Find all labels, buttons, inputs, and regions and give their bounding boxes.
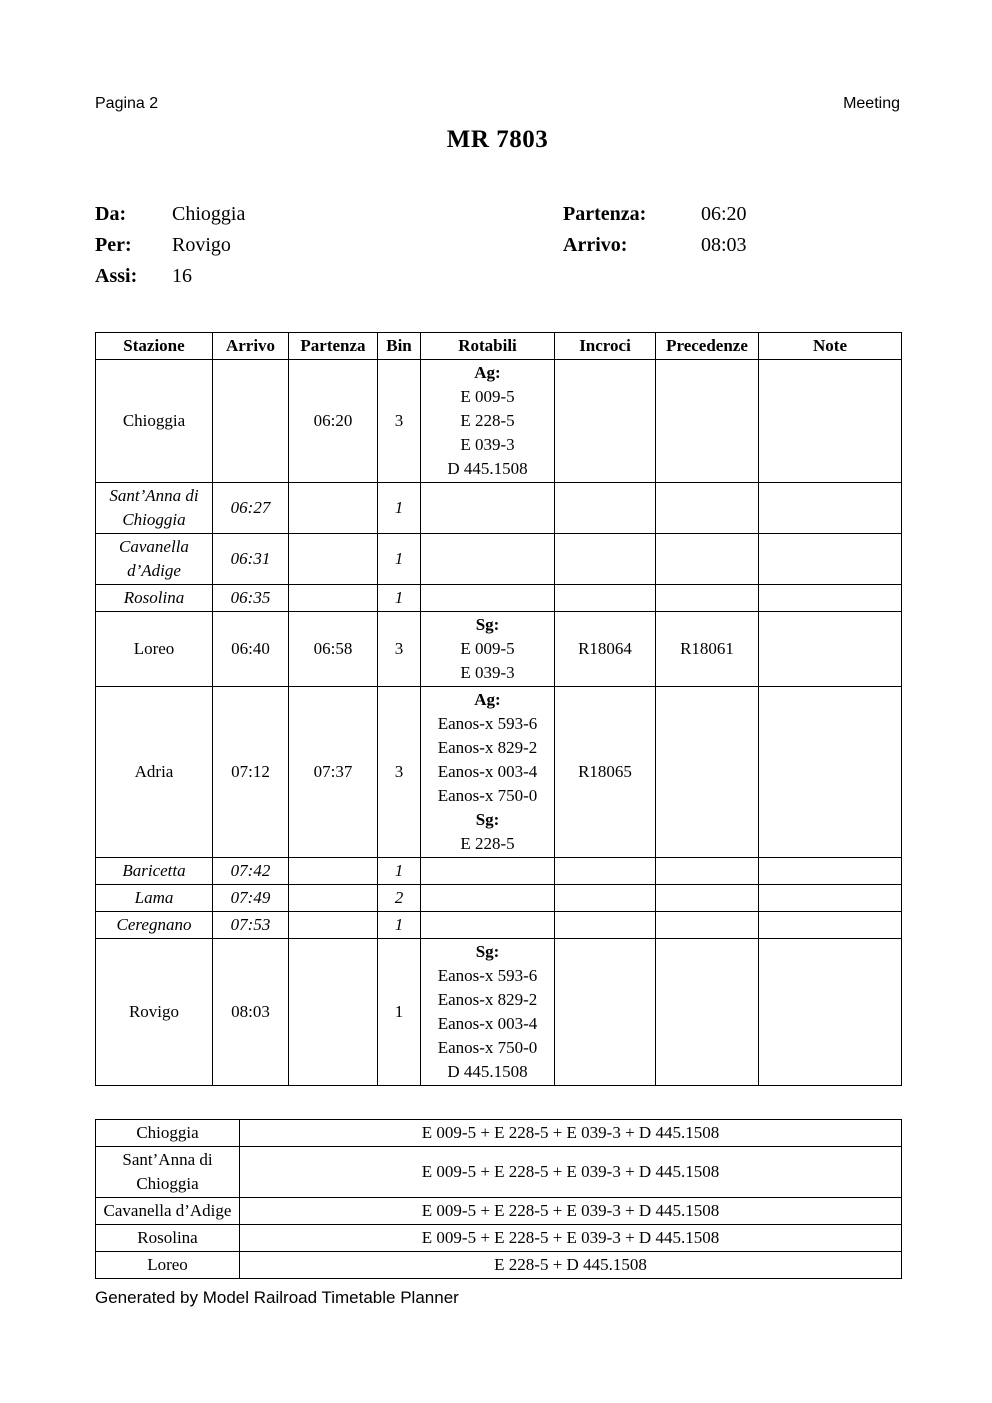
cell-stazione: Cavanella d’Adige — [96, 534, 213, 585]
cell-rotabili — [421, 858, 555, 885]
consist-station: Sant’Anna di Chioggia — [96, 1147, 240, 1198]
consist-composition: E 009-5 + E 228-5 + E 039-3 + D 445.1508 — [240, 1225, 902, 1252]
cell-bin: 3 — [378, 360, 421, 483]
cell-bin: 3 — [378, 687, 421, 858]
generator-credit: Generated by Model Railroad Timetable Planner — [95, 1288, 459, 1307]
cell-partenza: 06:58 — [289, 612, 378, 687]
cell-note — [759, 858, 902, 885]
cell-precedenze — [656, 912, 759, 939]
consist-station: Chioggia — [96, 1120, 240, 1147]
timetable-row — [96, 858, 902, 885]
consist-row — [96, 1120, 902, 1147]
timetable-row — [96, 585, 902, 612]
cell-note — [759, 483, 902, 534]
consist-station: Loreo — [96, 1252, 240, 1279]
timetable — [95, 332, 902, 1086]
rotabili-item: E 039-3 — [460, 663, 515, 682]
rotabili-group-label: Sg: — [475, 810, 500, 829]
cell-incroci — [555, 885, 656, 912]
da-label: Da: — [95, 203, 127, 225]
cell-bin: 2 — [378, 885, 421, 912]
cell-stazione: Loreo — [96, 612, 213, 687]
cell-incroci: R18065 — [555, 687, 656, 858]
info-row-partenza — [563, 199, 747, 230]
rotabili-item: E 009-5 — [460, 387, 515, 406]
cell-arrivo: 07:42 — [213, 858, 289, 885]
cell-partenza — [289, 939, 378, 1086]
train-info-block — [95, 199, 900, 292]
page-title: MR 7803 — [446, 126, 549, 153]
cell-note — [759, 885, 902, 912]
cell-arrivo: 06:35 — [213, 585, 289, 612]
cell-note — [759, 612, 902, 687]
rotabili-item: Eanos-x 750-0 — [437, 1038, 538, 1057]
train-info-right — [563, 199, 747, 292]
cell-rotabili — [421, 612, 555, 687]
cell-note — [759, 939, 902, 1086]
consists-body — [96, 1120, 902, 1279]
cell-note — [759, 912, 902, 939]
cell-precedenze — [656, 885, 759, 912]
per-value: Rovigo — [172, 234, 231, 256]
rotabili-item: Eanos-x 829-2 — [437, 738, 538, 757]
cell-partenza — [289, 534, 378, 585]
cell-rotabili — [421, 585, 555, 612]
cell-incroci — [555, 585, 656, 612]
info-row-per — [95, 230, 563, 261]
info-row-assi — [95, 261, 563, 292]
cell-arrivo: 07:49 — [213, 885, 289, 912]
cell-stazione: Chioggia — [96, 360, 213, 483]
cell-stazione: Adria — [96, 687, 213, 858]
cell-incroci — [555, 858, 656, 885]
cell-bin: 1 — [378, 534, 421, 585]
partenza-value: 06:20 — [701, 203, 747, 225]
cell-incroci — [555, 483, 656, 534]
column-header-rotabili: Rotabili — [421, 333, 555, 360]
cell-arrivo: 06:27 — [213, 483, 289, 534]
rotabili-item: D 445.1508 — [447, 459, 528, 478]
cell-rotabili — [421, 912, 555, 939]
rotabili-group-label: Ag: — [474, 690, 501, 709]
page-header — [95, 94, 900, 113]
cell-stazione: Baricetta — [96, 858, 213, 885]
cell-precedenze — [656, 483, 759, 534]
cell-arrivo: 06:31 — [213, 534, 289, 585]
rotabili-item: Eanos-x 829-2 — [437, 990, 538, 1009]
rotabili-group-label: Sg: — [475, 942, 500, 961]
assi-label: Assi: — [95, 265, 138, 287]
cell-arrivo: 06:40 — [213, 612, 289, 687]
cell-bin: 1 — [378, 912, 421, 939]
page-number: Pagina 2 — [95, 95, 159, 112]
cell-rotabili — [421, 360, 555, 483]
consist-row — [96, 1198, 902, 1225]
cell-rotabili — [421, 885, 555, 912]
cell-incroci: R18064 — [555, 612, 656, 687]
arrivo-value: 08:03 — [701, 234, 747, 256]
rotabili-item: E 228-5 — [460, 411, 515, 430]
rotabili-group-label: Ag: — [474, 363, 501, 382]
rotabili-item: Eanos-x 593-6 — [437, 714, 538, 733]
cell-precedenze — [656, 939, 759, 1086]
cell-stazione: Ceregnano — [96, 912, 213, 939]
timetable-row — [96, 885, 902, 912]
cell-partenza — [289, 858, 378, 885]
arrivo-label: Arrivo: — [563, 234, 628, 256]
consist-composition: E 009-5 + E 228-5 + E 039-3 + D 445.1508 — [240, 1147, 902, 1198]
cell-rotabili — [421, 534, 555, 585]
cell-precedenze: R18061 — [656, 612, 759, 687]
partenza-label: Partenza: — [563, 203, 647, 225]
rotabili-group-label: Sg: — [475, 615, 500, 634]
cell-bin: 3 — [378, 612, 421, 687]
cell-stazione: Rosolina — [96, 585, 213, 612]
consist-station: Cavanella d’Adige — [96, 1198, 240, 1225]
timetable-row — [96, 939, 902, 1086]
timetable-row — [96, 483, 902, 534]
per-label: Per: — [95, 234, 132, 256]
cell-arrivo: 08:03 — [213, 939, 289, 1086]
cell-note — [759, 687, 902, 858]
cell-partenza — [289, 912, 378, 939]
column-header-bin: Bin — [378, 333, 421, 360]
cell-note — [759, 534, 902, 585]
cell-bin: 1 — [378, 585, 421, 612]
consist-row — [96, 1147, 902, 1198]
timetable-row — [96, 612, 902, 687]
cell-bin: 1 — [378, 939, 421, 1086]
column-header-note: Note — [759, 333, 902, 360]
cell-rotabili — [421, 687, 555, 858]
cell-arrivo — [213, 360, 289, 483]
cell-stazione: Lama — [96, 885, 213, 912]
column-header-arrivo: Arrivo — [213, 333, 289, 360]
timetable-header-row — [96, 333, 902, 360]
cell-partenza — [289, 483, 378, 534]
rotabili-item: Eanos-x 003-4 — [437, 762, 538, 781]
cell-partenza: 06:20 — [289, 360, 378, 483]
rotabili-item: Eanos-x 003-4 — [437, 1014, 538, 1033]
cell-incroci — [555, 534, 656, 585]
consist-row — [96, 1252, 902, 1279]
cell-stazione: Rovigo — [96, 939, 213, 1086]
timetable-row — [96, 687, 902, 858]
header-right-label: Meeting — [843, 95, 900, 112]
cell-rotabili — [421, 939, 555, 1086]
info-row-da — [95, 199, 563, 230]
cell-precedenze — [656, 687, 759, 858]
cell-rotabili — [421, 483, 555, 534]
cell-precedenze — [656, 360, 759, 483]
rotabili-item: E 039-3 — [460, 435, 515, 454]
column-header-partenza: Partenza — [289, 333, 378, 360]
cell-arrivo: 07:12 — [213, 687, 289, 858]
train-info-left — [95, 199, 563, 292]
cell-incroci — [555, 360, 656, 483]
timetable-row — [96, 360, 902, 483]
cell-partenza — [289, 885, 378, 912]
info-row-arrivo — [563, 230, 747, 261]
consist-composition: E 228-5 + D 445.1508 — [240, 1252, 902, 1279]
da-value: Chioggia — [172, 203, 246, 225]
cell-incroci — [555, 939, 656, 1086]
timetable-body — [96, 360, 902, 1086]
cell-precedenze — [656, 585, 759, 612]
rotabili-item: Eanos-x 750-0 — [437, 786, 538, 805]
cell-bin: 1 — [378, 858, 421, 885]
rotabili-item: E 228-5 — [460, 834, 515, 853]
cell-precedenze — [656, 534, 759, 585]
cell-precedenze — [656, 858, 759, 885]
cell-bin: 1 — [378, 483, 421, 534]
consist-station: Rosolina — [96, 1225, 240, 1252]
consist-composition: E 009-5 + E 228-5 + E 039-3 + D 445.1508 — [240, 1198, 902, 1225]
cell-partenza — [289, 585, 378, 612]
column-header-precedenze: Precedenze — [656, 333, 759, 360]
column-header-incroci: Incroci — [555, 333, 656, 360]
consist-row — [96, 1225, 902, 1252]
assi-value: 16 — [172, 265, 192, 287]
cell-arrivo: 07:53 — [213, 912, 289, 939]
column-header-stazione: Stazione — [96, 333, 213, 360]
consists-table — [95, 1119, 902, 1279]
cell-stazione: Sant’Anna di Chioggia — [96, 483, 213, 534]
rotabili-item: Eanos-x 593-6 — [437, 966, 538, 985]
rotabili-item: E 009-5 — [460, 639, 515, 658]
timetable-row — [96, 912, 902, 939]
timetable-row — [96, 534, 902, 585]
cell-partenza: 07:37 — [289, 687, 378, 858]
consist-composition: E 009-5 + E 228-5 + E 039-3 + D 445.1508 — [240, 1120, 902, 1147]
cell-incroci — [555, 912, 656, 939]
cell-note — [759, 360, 902, 483]
cell-note — [759, 585, 902, 612]
rotabili-item: D 445.1508 — [447, 1062, 528, 1081]
